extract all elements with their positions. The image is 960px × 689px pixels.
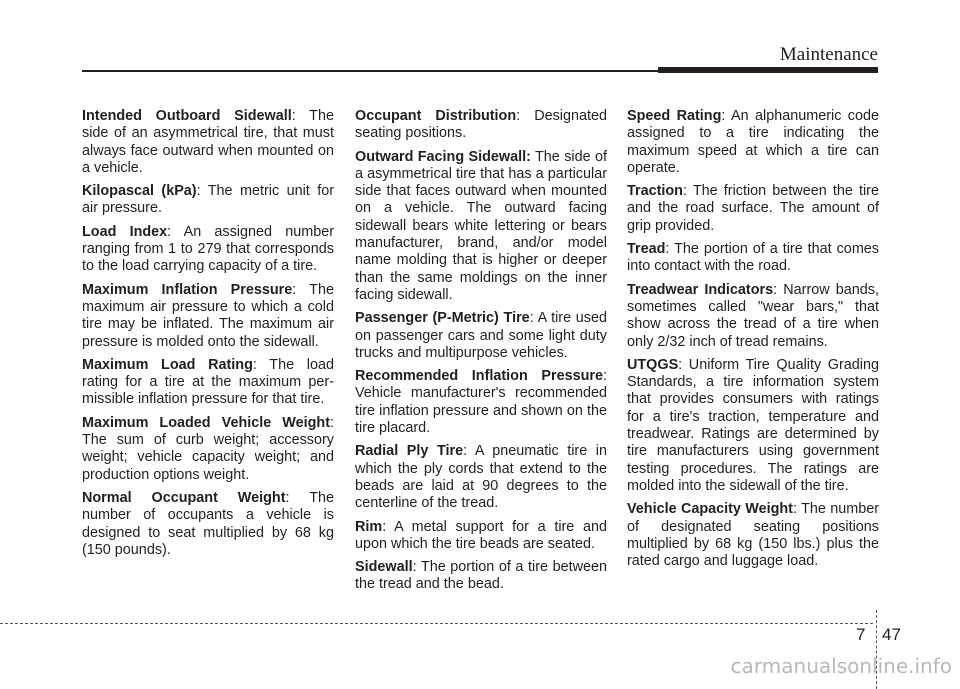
glossary-term: Recommended Inflation Pressure (355, 368, 603, 385)
glossary-definition: A pneumatic tire in which the ply cords that extend to the beads are laid at 90 degrees to the centerline of the tread. (355, 443, 608, 512)
term-separator: : (792, 501, 802, 518)
footer-rule (0, 623, 873, 624)
glossary-entry (82, 415, 334, 484)
glossary-entry (82, 108, 334, 177)
glossary-entry (627, 183, 879, 235)
glossary-term: Treadwear Indicators (627, 281, 774, 298)
term-separator: : (721, 108, 731, 124)
term-separator: : (196, 183, 208, 200)
glossary-entry (627, 108, 879, 177)
glossary-term: Radial Ply Tire (355, 443, 464, 460)
term-separator: : (291, 108, 310, 124)
term-separator: : (773, 281, 784, 298)
glossary-entry (355, 368, 607, 437)
term-separator: : (412, 559, 421, 576)
glossary-column-3 (627, 108, 879, 576)
site-watermark: carmanualsonline.info (730, 654, 952, 678)
header-rule-bold (658, 67, 878, 73)
glossary-definition: The sum of curb weight; accessory weight; vehicle capacity weight; and production options weight. (82, 432, 334, 483)
glossary-term: Passenger (P-Metric) Tire (355, 310, 530, 327)
glossary-term: Maximum Loaded Vehicle Weight (82, 414, 330, 431)
glossary-definition: The portion of a tire between the tread and the bead. (355, 559, 607, 593)
page-number: 47 (882, 625, 901, 644)
glossary-entry (355, 108, 607, 143)
glossary-term: Sidewall (355, 559, 413, 576)
glossary-term: Traction (627, 183, 683, 200)
term-separator: : (292, 281, 310, 298)
glossary-entry (82, 357, 334, 409)
glossary-definition: The number of occupants a vehicle is designed to seat multiplied by 68 kg (150 pounds). (82, 489, 334, 558)
term-separator: : (167, 223, 184, 240)
glossary-term: Rim (355, 518, 383, 535)
glossary-entry (82, 224, 334, 276)
glossary-entry (355, 149, 607, 305)
glossary-term: Load Index (82, 223, 168, 240)
glossary-definition: The maximum air pressure to which a cold tire may be inflated. The maximum air pressure is molded onto the sidewall. (82, 281, 334, 350)
term-separator: : (529, 310, 538, 327)
term-separator: : (603, 368, 607, 385)
glossary-term: Intended Outboard Sidewall (82, 108, 292, 124)
glossary-term: Maximum Inflation Pressure (82, 281, 293, 298)
glossary-term: Normal Occupant Weight (82, 489, 286, 506)
glossary-definition: The friction between the tire and the road surface. The amount of grip provided. (627, 183, 879, 234)
glossary-entry (627, 357, 879, 495)
glossary-term: Kilopascal (kPa) (82, 183, 197, 200)
glossary-definition: The metric unit for air pressure. (82, 183, 334, 217)
glossary-definition: The load rating for a tire at the maximum permissible inflation pressure for that tire. (82, 356, 334, 408)
header-rule (82, 70, 658, 72)
glossary-entry (627, 501, 879, 570)
term-separator: : (330, 414, 334, 431)
glossary-term: Vehicle Capacity Weight (627, 501, 793, 518)
glossary-column-2 (355, 108, 607, 600)
term-separator: : (516, 108, 535, 124)
term-separator: : (665, 241, 675, 258)
glossary-term: Maximum Load Rating (82, 356, 253, 373)
term-separator: : (252, 356, 270, 373)
glossary-term: Tread (627, 241, 666, 258)
glossary-definition: An alphanumeric code assigned to a tire indicating the maximum speed at which a tire can operate. (627, 108, 880, 176)
header-title: Maintenance (779, 44, 878, 65)
term-separator: : (682, 183, 693, 200)
glossary-definition: The number of designated seating positions multiplied by 68 kg (150 lbs.) plus the rated cargo and luggage load. (627, 501, 879, 570)
glossary-definition: The side of an asymmetrical tire, that must always face outward when mounted on a vehicle. (82, 108, 334, 176)
term-separator: : (463, 443, 475, 460)
glossary-definition: Narrow bands, sometimes called "wear bars," that show across the tread of a tire when only 2/32 inch of tread remains. (627, 281, 879, 350)
glossary-entry (82, 282, 334, 351)
glossary-definition: Vehicle manufacturer's recommended tire inflation pressure and shown on the tire placard. (355, 385, 607, 437)
glossary-definition: The side of a asymmetrical tire that has a particular side that faces outward when mounted on a vehicle. The outward facing sidewall bears white lettering or bears manufacturer, brand, and/or model name molding that is higher or deeper than the same moldings on the inner facing sidewall. (355, 148, 607, 303)
chapter-number: 7 (856, 625, 866, 644)
glossary-definition: An assigned number ranging from 1 to 279 that corresponds to the load carrying capacity of a tire. (82, 223, 335, 275)
glossary-definition: A metal support for a tire and upon which the tire beads are seated. (355, 518, 608, 552)
glossary-definition: Designated seating positions. (355, 108, 608, 142)
term-separator: : (382, 518, 395, 535)
glossary-column-1 (82, 108, 334, 565)
glossary-definition: A tire used on passenger cars and some light duty trucks and multipurpose vehicles. (355, 310, 607, 361)
glossary-term: Occupant Distribution (355, 108, 517, 124)
term-separator: : (678, 356, 689, 373)
glossary-definition: Uniform Tire Quality Grading Standards, a tire information system that provides consumers with ratings for a tire's traction, temperature and treadwear. Ratings are determined by tire manufacturers using government testing procedures. The ratings are molded into the sidewall of the tire. (627, 356, 880, 494)
glossary-entry (627, 241, 879, 276)
glossary-term: Speed Rating (627, 108, 722, 124)
term-separator: : (285, 489, 310, 506)
glossary-entry (82, 490, 334, 559)
glossary-entry (355, 519, 607, 554)
glossary-entry (355, 310, 607, 362)
glossary-term: Outward Facing Sidewall: (355, 148, 531, 165)
glossary-entry (82, 183, 334, 218)
glossary-definition: The portion of a tire that comes into contact with the road. (627, 241, 879, 275)
glossary-term: UTQGS (627, 356, 679, 373)
glossary-entry (355, 443, 607, 512)
glossary-entry (355, 559, 607, 594)
glossary-entry (627, 282, 879, 351)
